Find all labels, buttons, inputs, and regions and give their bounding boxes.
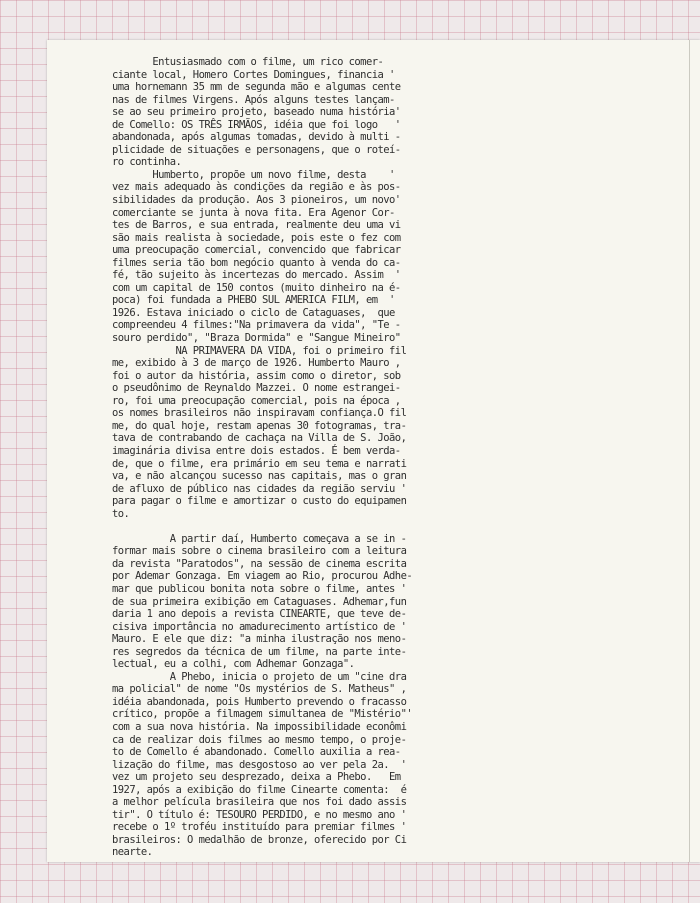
text-line: 1926. Estava iniciado o ciclo de Cataguases, que — [112, 306, 395, 319]
text-line: da revista "Paratodos", na sessão de cinema escrita — [112, 557, 407, 570]
text-line: ro continha. — [112, 156, 182, 169]
text-line: brasileiros: O medalhão de bronze, oferecido por Ci — [112, 833, 407, 846]
text-line: crítico, propõe a filmagem simultanea de "Mistério"' — [112, 708, 413, 721]
text-line: daria 1 ano depois a revista CINEARTE, que teve de- — [112, 608, 407, 621]
text-line: va, e não alcançou sucesso nas capitais, mas o gran — [112, 470, 407, 483]
text-line: ca de realizar dois filmes ao mesmo tempo, o proje- — [112, 733, 407, 746]
text-line: tes de Barros, e sua entrada, realmente deu uma vi — [112, 219, 401, 232]
text-line: A partir daí, Humberto começava a se in - — [112, 532, 407, 545]
text-line: formar mais sobre o cinema brasileiro com a leitura — [112, 545, 407, 558]
text-line: para pagar o filme e amortizar o custo do equipamen — [112, 495, 407, 508]
text-line: a melhor película brasileira que nos foi dado assis — [112, 796, 407, 809]
text-line: me, exibido à 3 de março de 1926. Humberto Mauro , — [112, 357, 401, 370]
text-line: Entusiasmado com o filme, um rico comer- — [112, 56, 384, 68]
paper-fold — [689, 40, 690, 862]
text-line: imaginária divisa entre dois estados. É bem verda- — [112, 444, 401, 457]
text-line: compreendeu 4 filmes:"Na primavera da vida", "Te - — [112, 319, 401, 332]
text-line: nas de filmes Virgens. Após alguns testes lançam- — [112, 93, 395, 106]
text-line: ro, foi uma preocupação comercial, pois na época , — [112, 394, 401, 407]
text-line: são mais realista à sociedade, pois este o fez com — [112, 231, 401, 244]
text-line: os nomes brasileiros não inspiravam confiança.O fil — [112, 407, 407, 420]
text-line: por Ademar Gonzaga. Em viagem ao Rio, procurou Adhe- — [112, 570, 413, 583]
text-line: de sua primeira exibição em Cataguases. Adhemar,fun — [112, 595, 407, 608]
text-line: res segredos da técnica de um filme, na parte inte- — [112, 645, 407, 658]
text-line: tava de contrabando de cachaça na Villa de S. João, — [112, 432, 407, 445]
text-line: fé, tão sujeito às incertezas do mercado. Assim ' — [112, 269, 401, 282]
text-line: me, do qual hoje, restam apenas 30 fotogramas, tra- — [112, 419, 407, 432]
text-line: filmes seria tão bom negócio quanto à venda do ca- — [112, 256, 401, 269]
text-line: recebe o 1º troféu instituído para premiar filmes ' — [112, 821, 407, 834]
text-line: o pseudônimo de Reynaldo Mazzei. O nome estrangei- — [112, 382, 401, 395]
text-line: de Comello: OS TRÊS IRMÃOS, idéia que foi logo ' — [112, 118, 401, 131]
text-line: uma preocupação comercial, convencido que fabricar — [112, 244, 401, 257]
text-line: A Phebo, inicia o projeto de um "cine dra — [112, 670, 407, 683]
text-line: cisiva importância no amadurecimento artístico de ' — [112, 620, 407, 633]
text-line: 1927, após a exibição do filme Cinearte comenta: é — [112, 783, 407, 796]
text-line: idéia abandonada, pois Humberto prevendo o fracasso — [112, 695, 407, 708]
text-line: com a sua nova história. Na impossibilidade econômi — [112, 720, 407, 733]
typewritten-text — [112, 56, 582, 859]
text-line: vez mais adequado às condições da região e às pos- — [112, 181, 401, 194]
text-line: souro perdido", "Braza Dormida" e "Sangue Mineiro" — [112, 332, 401, 345]
text-line: tir". O título é: TESOURO PERDIDO, e no mesmo ano ' — [112, 808, 407, 821]
text-line: de afluxo de público nas cidades da região serviu ' — [112, 482, 407, 495]
text-line: to. — [112, 507, 130, 520]
text-line: abandonada, após algumas tomadas, devido à multi - — [112, 131, 401, 144]
text-line: com um capital de 150 contos (muito dinheiro na é- — [112, 281, 401, 294]
text-line: Mauro. E ele que diz: "a minha ilustração nos meno- — [112, 633, 407, 646]
text-line: plicidade de situações e personagens, que o roteí- — [112, 143, 401, 156]
text-line: comerciante se junta à nova fita. Era Agenor Cor- — [112, 206, 395, 219]
text-line: sibilidades da produção. Aos 3 pioneiros, um novo' — [112, 194, 401, 207]
text-line: vez um projeto seu desprezado, deixa a Phebo. Em — [112, 771, 401, 784]
text-line: de, que o filme, era primário em seu tema e narrati — [112, 457, 407, 470]
text-line: mar que publicou bonita nota sobre o filme, antes ' — [112, 582, 407, 595]
text-line: poca) foi fundada a PHEBO SUL AMERICA FILM, em ' — [112, 294, 395, 307]
text-line: NA PRIMAVERA DA VIDA, foi o primeiro fil — [112, 344, 407, 357]
text-line: foi o autor da história, assim como o diretor, sob — [112, 369, 401, 382]
text-line: lização do filme, mas desgostoso ao ver pela 2a. ' — [112, 758, 407, 771]
text-line: ciante local, Homero Cortes Domingues, financia ' — [112, 68, 395, 81]
text-line: ma policial" de nome "Os mystérios de S. Matheus" , — [112, 683, 407, 696]
text-line: Humberto, propõe um novo filme, desta ' — [112, 168, 395, 181]
text-line: uma hornemann 35 mm de segunda mão e algumas cente — [112, 81, 401, 94]
text-line: nearte. — [112, 846, 153, 859]
text-line: se ao seu primeiro projeto, baseado numa história' — [112, 106, 401, 119]
text-line: to de Comello é abandonado. Comello auxilia a rea- — [112, 746, 401, 759]
text-line: lectual, eu a colhi, com Adhemar Gonzaga". — [112, 658, 355, 671]
